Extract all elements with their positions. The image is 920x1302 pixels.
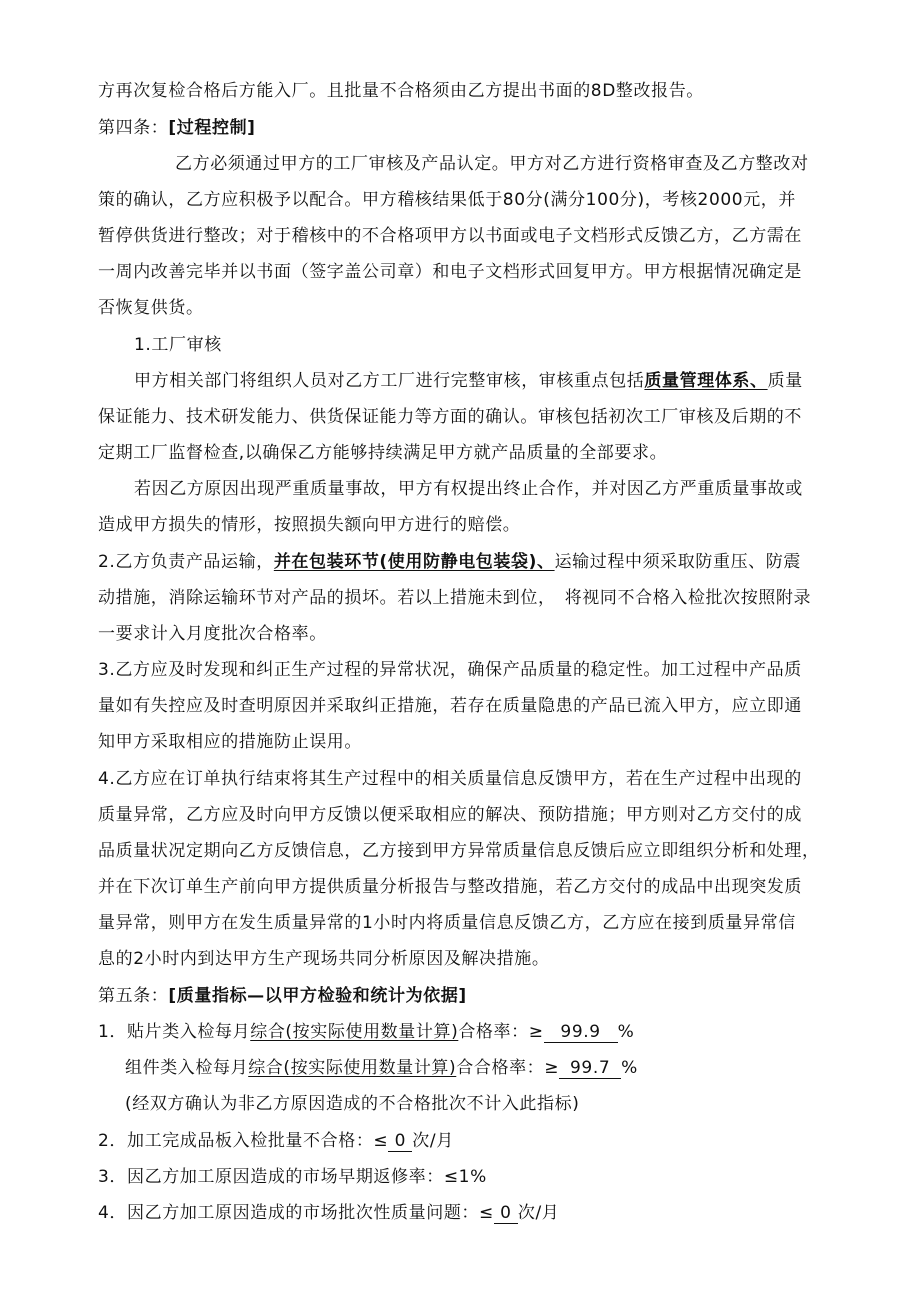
text-line: 品质量状况定期向乙方反馈信息，乙方接到甲方异常质量信息反馈后应立即组织分析和处理， (98, 841, 820, 861)
text-line: 保证能力、技术研发能力、供货保证能力等方面的确认。审核包括初次工厂审核及后期的不 (98, 407, 802, 427)
underlined-text: 综合(按实际使用数量计算) (248, 1058, 457, 1078)
text-line: 暂停供货进行整改；对于稽核中的不合格项甲方以书面或电子文档形式反馈乙方，乙方需在 (98, 226, 802, 246)
item-number: 3． (98, 1167, 128, 1187)
text-span: 质量 (767, 371, 803, 391)
article-4-title: [过程控制] (168, 118, 256, 138)
text-line: 造成甲方损失的情形，按照损失额向甲方进行的赔偿。 (98, 515, 521, 535)
percent-sign: % (617, 1022, 635, 1042)
text-line (134, 369, 894, 393)
note-line: (经双方确认为非乙方原因造成的不合格批次不计入此指标) (125, 1094, 580, 1114)
text-line: 4.乙方应在订单执行结束将其生产过程中的相关质量信息反馈甲方，若在生产过程中出现的 (98, 769, 802, 789)
factory-audit-heading: 1.工厂审核 (134, 335, 222, 355)
article-5-prefix: 第五条： (98, 986, 169, 1006)
text-span: 次/月 (412, 1131, 454, 1151)
item-number: 1． (98, 1022, 128, 1042)
text-span: 合合格率：≥ (456, 1058, 560, 1078)
text-span: 甲方相关部门将组织人员对乙方工厂进行完整审核，审核重点包括 (134, 371, 645, 391)
article-5-heading (98, 984, 858, 1008)
text-line: 知甲方采取相应的措施防止误用。 (98, 732, 362, 752)
text-line: 并在下次订单生产前向甲方提供质量分析报告与整改措施，若乙方交付的成品中出现突发质 (98, 877, 802, 897)
text-line: 策的确认，乙方应积极予以配合。甲方稽核结果低于80分(满分100分)，考核2000元，并 (98, 190, 797, 210)
article-4-heading (98, 116, 858, 140)
text-span: 组件类入检每月 (125, 1058, 249, 1078)
text-span: 贴片类入检每月 (127, 1022, 251, 1042)
item-number: 2． (98, 1131, 128, 1151)
emphasis-packaging: 并在包装环节(使用防静电包装袋)、 (273, 552, 555, 572)
value-blank: 99.7 (559, 1058, 621, 1079)
text-line (98, 550, 858, 574)
text-line: 量异常，则甲方在发生质量异常的1小时内将质量信息反馈乙方，乙方应在接到质量异常信 (98, 913, 796, 933)
quality-indicator-3 (98, 1165, 858, 1189)
text-line: 若因乙方原因出现严重质量事故，甲方有权提出终止合作，并对因乙方严重质量事故或 (134, 479, 803, 499)
text-line: 动措施，消除运输环节对产品的损坏。若以上措施未到位， 将视同不合格入检批次按照附录 (98, 588, 812, 608)
value-blank: 99.9 (544, 1022, 618, 1043)
article-4-prefix: 第四条： (98, 118, 169, 138)
percent-sign: % (621, 1058, 638, 1078)
text-line: 3.乙方应及时发现和纠正生产过程的异常状况，确保产品质量的稳定性。加工过程中产品质 (98, 660, 802, 680)
text-span: 合格率：≥ (458, 1022, 544, 1042)
text-line: 量如有失控应及时查明原因并采取纠正措施，若存在质量隐患的产品已流入甲方，应立即通 (98, 696, 802, 716)
text-line: 否恢复供货。 (98, 298, 204, 318)
text-span: 因乙方加工原因造成的市场早期返修率：≤1% (127, 1167, 487, 1187)
emphasis-quality-system: 质量管理体系、 (644, 371, 768, 391)
item-number: 4． (98, 1203, 128, 1223)
text-span: 运输过程中须采取防重压、防震 (554, 552, 801, 572)
text-span: 因乙方加工原因造成的市场批次性质量问题：≤ (127, 1203, 494, 1223)
text-line: 一要求计入月度批次合格率。 (98, 624, 327, 644)
value-blank: 0 (388, 1131, 412, 1152)
text-line: 一周内改善完毕并以书面（签字盖公司章）和电子文档形式回复甲方。甲方根据情况确定是 (98, 262, 802, 282)
text-line: 质量异常，乙方应及时向甲方反馈以便采取相应的解决、预防措施；甲方则对乙方交付的成 (98, 805, 802, 825)
quality-indicator-4 (98, 1201, 858, 1225)
quality-indicator-2 (98, 1129, 858, 1153)
quality-indicator-1b (125, 1056, 885, 1080)
text-line: 息的2小时内到达甲方生产现场共同分析原因及解决措施。 (98, 949, 550, 969)
text-span: 加工完成品板入检批量不合格：≤ (127, 1131, 389, 1151)
article-5-title: [质量指标—以甲方检验和统计为依据] (168, 986, 467, 1006)
text-span: 2.乙方负责产品运输， (98, 552, 274, 572)
text-span: 次/月 (517, 1203, 560, 1223)
text-line: 乙方必须通过甲方的工厂审核及产品认定。甲方对乙方进行资格审查及乙方整改对 (175, 154, 809, 174)
underlined-text: 综合(按实际使用数量计算) (250, 1022, 459, 1042)
text-line: 方再次复检合格后方能入厂。且批量不合格须由乙方提出书面的8D整改报告。 (98, 81, 704, 101)
value-blank: 0 (494, 1203, 518, 1224)
text-line: 定期工厂监督检查,以确保乙方能够持续满足甲方就产品质量的全部要求。 (98, 443, 668, 463)
quality-indicator-1 (98, 1020, 858, 1044)
